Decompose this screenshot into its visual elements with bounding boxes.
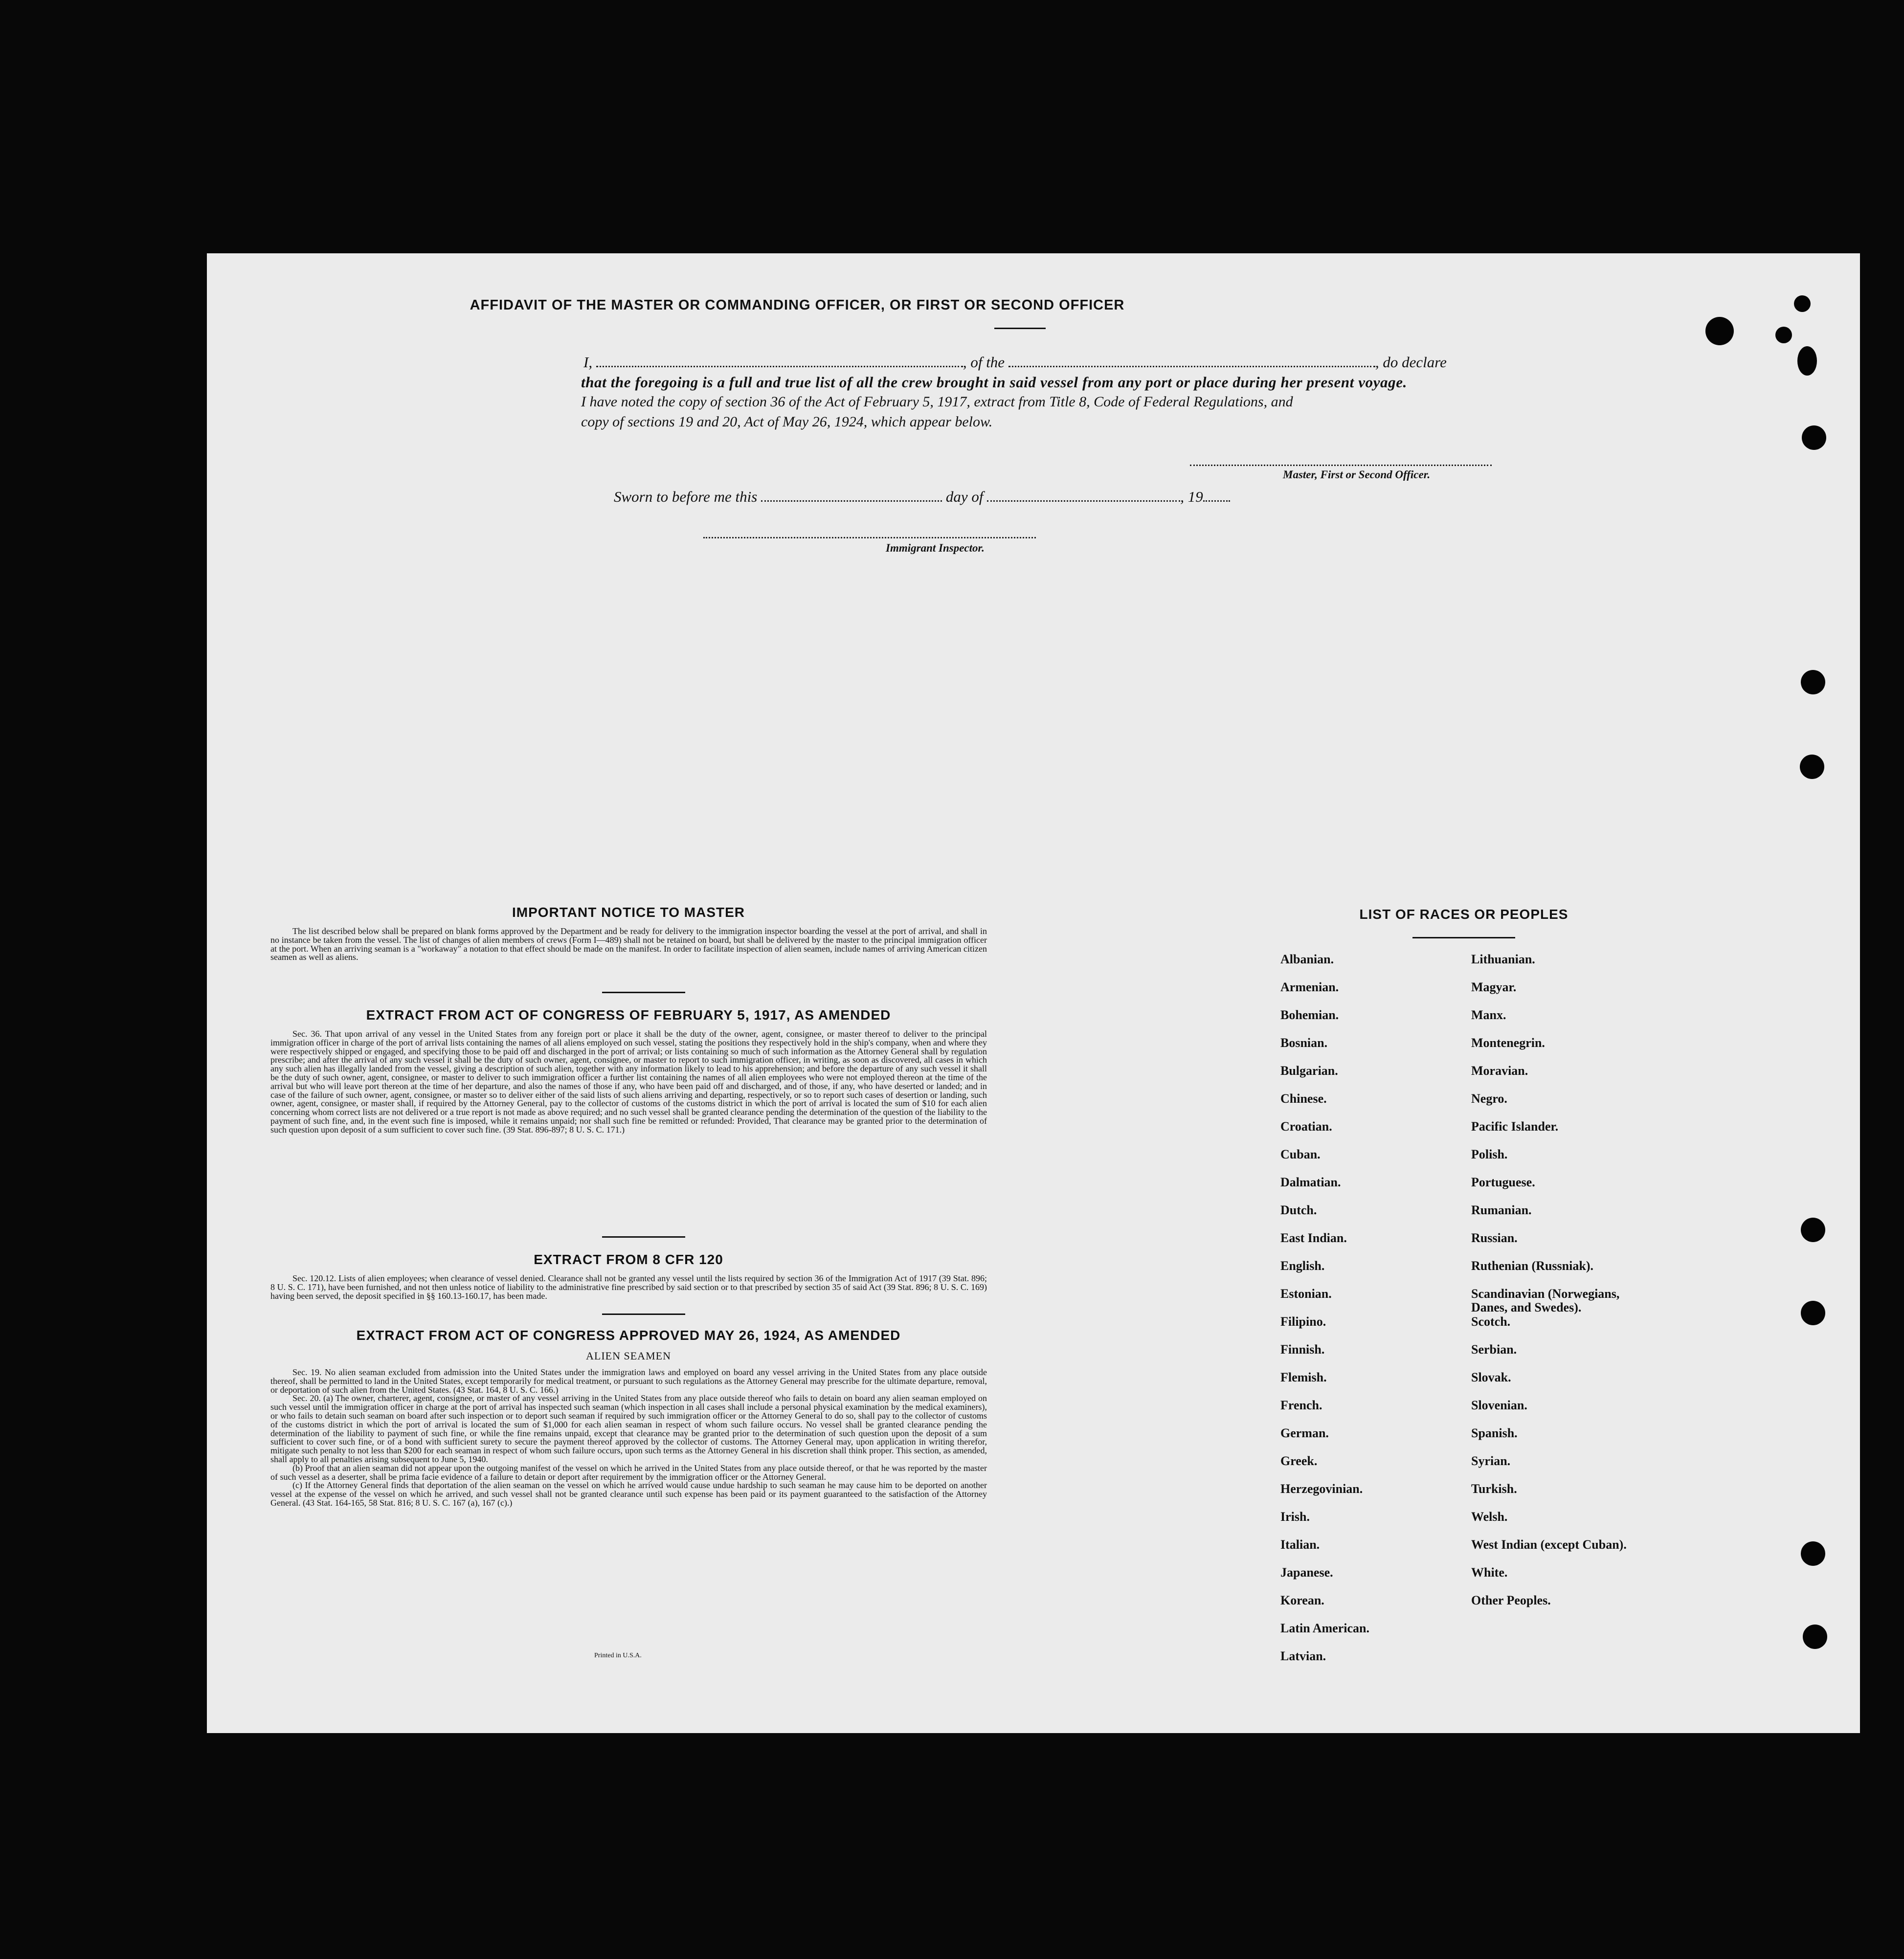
- master-caption: Master, First or Second Officer.: [1283, 468, 1431, 481]
- race-item: Cuban.: [1280, 1147, 1321, 1161]
- race-item: Korean.: [1280, 1593, 1324, 1607]
- cfr-text: Sec. 120.12. Lists of alien employees; when clearance of vessel denied. Clearance shall not be granted any vessel until the lists required by section 36 of the Immigration Act of 1917 (39 Stat. 896; 8 U. S. C. 171), have been furnished, and not then unless notice of liability to the administrative fine prescribed by said section or to that prescribed by section 35 of said Act (39 Stat. 896; 8 U. S. C. 169) having been served, the deposit specified in §§ 160.13-160.17, has been made.: [270, 1273, 987, 1301]
- race-item: East Indian.: [1280, 1231, 1347, 1245]
- punch-hole: [1797, 346, 1817, 376]
- declaration-line-2: that the foregoing is a full and true list of all the crew brought in said vessel from any port or place during her present voyage.: [581, 374, 1407, 391]
- punch-hole: [1801, 1218, 1825, 1242]
- punch-hole: [1803, 1625, 1827, 1649]
- punch-hole: [1801, 1301, 1825, 1325]
- race-item: Other Peoples.: [1471, 1593, 1551, 1607]
- sworn-line: Sworn to before me this day of , 19: [614, 488, 1230, 506]
- race-item: English.: [1280, 1259, 1325, 1273]
- race-item: Polish.: [1471, 1147, 1508, 1161]
- race-item: French.: [1280, 1398, 1322, 1412]
- divider-2: [602, 1236, 685, 1238]
- race-item: Greek.: [1280, 1454, 1318, 1468]
- race-item: Albanian.: [1280, 952, 1334, 966]
- race-item: Serbian.: [1471, 1342, 1517, 1357]
- race-item: Moravian.: [1471, 1064, 1528, 1078]
- race-item: Welsh.: [1471, 1510, 1508, 1524]
- race-item: Slovenian.: [1471, 1398, 1527, 1412]
- race-item: Dalmatian.: [1280, 1175, 1341, 1189]
- race-item: Spanish.: [1471, 1426, 1518, 1440]
- race-item: Dutch.: [1280, 1203, 1317, 1217]
- alien-seamen-subtitle: ALIEN SEAMEN: [586, 1350, 671, 1362]
- race-item: Japanese.: [1280, 1565, 1333, 1580]
- punch-hole: [1802, 425, 1826, 450]
- race-item: Montenegrin.: [1471, 1036, 1545, 1050]
- notice-title: IMPORTANT NOTICE TO MASTER: [512, 905, 745, 920]
- race-item: Bulgarian.: [1280, 1064, 1338, 1078]
- race-item: Herzegovinian.: [1280, 1482, 1363, 1496]
- extract-1924-title: EXTRACT FROM ACT OF CONGRESS APPROVED MAY 26, 1924, AS AMENDED: [356, 1328, 901, 1343]
- race-item: Estonian.: [1280, 1287, 1332, 1301]
- race-item: Ruthenian (Russniak).: [1471, 1259, 1593, 1273]
- inspector-signature-line[interactable]: [703, 537, 1036, 538]
- declaration-line-4: copy of sections 19 and 20, Act of May 26, 1924, which appear below.: [581, 414, 993, 430]
- race-item: Russian.: [1471, 1231, 1518, 1245]
- race-item: German.: [1280, 1426, 1329, 1440]
- punch-hole: [1800, 755, 1824, 779]
- affidavit-title: AFFIDAVIT OF THE MASTER OR COMMANDING OFFICER, OR FIRST OR SECOND OFFICER: [470, 297, 1125, 313]
- extract-1917-text: Sec. 36. That upon arrival of any vessel in the United States from any foreign port or place it shall be the duty of the owner, agent, consignee, or master thereof to deliver to the principal immigration officer in charge of the port of arrival lists containing the names of all aliens employed on such vessel, stating the positions they respectively hold in the ship's company, when and where they were respectively shipped or engaged, and specifying those to be paid off and discharged in the port of arrival; or lists containing so much of such information as the Attorney General shall by regulation prescribe; and after the arrival of any such vessel it shall be the duty of such owner, agent, consignee, or master to report to such immigration officer, in writing, as soon as discovered, all cases in which any such alien has illegally landed from the vessel, giving a description of such alien, together with any information likely to lead to his apprehension; and before the departure of any such vessel it shall be the duty of such owner, agent, consignee, or master to deliver to such immigration officer a further list containing the names of all alien employees who were not employed thereon at the time of the arrival but who will leave port thereon at the time of her departure, and also the names of those if any, who have been paid off and discharged, and of those, if any, who have deserted or landed; and in case of the failure of such owner, agent, consignee, or master so to deliver either of the said lists of such aliens arriving and departing, respectively, or so to report such cases of desertion or landing, such owner, agent, consignee, or master shall, if required by the Attorney General, pay to the collector of customs of the customs district in which the port of arrival is located the sum of $10 for each alien concerning whom correct lists are not delivered or a true report is not made as above required; and no such vessel shall be granted clearance pending the determination of the question of the liability to the payment of such fine, and, in the event such fine is imposed, while it remains unpaid; nor shall such fine be remitted or refunded: Provided, That clearance may be granted prior to the determination of such question upon deposit of a sum sufficient to cover such fine. (39 Stat. 896-897; 8 U. S. C. 171.): [270, 1029, 987, 1135]
- race-item: Armenian.: [1280, 980, 1339, 994]
- race-item: Irish.: [1280, 1510, 1310, 1524]
- name-blank[interactable]: [596, 355, 963, 367]
- race-item: Chinese.: [1280, 1091, 1327, 1106]
- form-page: [207, 253, 1860, 1733]
- race-item: Croatian.: [1280, 1119, 1332, 1134]
- race-item: Negro.: [1471, 1091, 1507, 1106]
- inspector-caption: Immigrant Inspector.: [886, 542, 985, 554]
- race-item: Pacific Islander.: [1471, 1119, 1559, 1134]
- race-item: Bohemian.: [1280, 1008, 1339, 1022]
- punch-hole: [1794, 295, 1811, 312]
- sworn-year-blank[interactable]: [1203, 490, 1230, 502]
- printed-in-usa: Printed in U.S.A.: [594, 1652, 642, 1659]
- race-item: Latvian.: [1280, 1649, 1326, 1663]
- divider-1: [602, 992, 685, 993]
- master-signature-line[interactable]: [1190, 465, 1492, 466]
- races-rule: [1412, 937, 1515, 938]
- race-item: Bosnian.: [1280, 1036, 1328, 1050]
- race-item: Rumanian.: [1471, 1203, 1532, 1217]
- race-item: Latin American.: [1280, 1621, 1369, 1635]
- section-20b: (b) Proof that an alien seaman did not appear upon the outgoing manifest of the vessel on which he arrived in the United States from any place outside thereof, or that he was reported by the master of such vessel as a deserter, shall be prima facie evidence of a failure to detain or deport after requirement by the immigration officer or the Attorney General.: [270, 1463, 987, 1482]
- notice-text: The list described below shall be prepared on blank forms approved by the Department and be ready for delivery to the immigration inspector boarding the vessel at the port of arrival, and shall in no instance be taken from the vessel. The list of changes of alien members of crews (Form I—489) shall not be retained on board, but shall be delivered by the master to the principal immigration officer at the port. When an arriving seaman is a "workaway" a notation to that effect should be made on the manifest. In order to facilitate inspection of alien seamen, include names of arriving American citizen seamen as well as aliens.: [270, 926, 987, 962]
- sworn-day-blank[interactable]: [761, 490, 942, 502]
- race-item: White.: [1471, 1565, 1508, 1580]
- race-item: Portuguese.: [1471, 1175, 1535, 1189]
- punch-hole: [1705, 317, 1734, 345]
- punch-hole: [1801, 670, 1825, 694]
- punch-hole: [1775, 327, 1792, 343]
- race-item: Finnish.: [1280, 1342, 1325, 1357]
- race-item: Lithuanian.: [1471, 952, 1535, 966]
- extract-1917-title: EXTRACT FROM ACT OF CONGRESS OF FEBRUARY 5, 1917, AS AMENDED: [366, 1007, 891, 1023]
- section-19: Sec. 19. No alien seaman excluded from admission into the United States under the immigration laws and employed on board any vessel arriving in the United States from any place outside thereof, shall be permitted to land in the United States, except temporarily for medical treatment, or pursuant to such regulations as the Attorney General may prescribe for the ultimate departure, removal, or deportation of such alien from the United States. (43 Stat. 164, 8 U. S. C. 166.): [270, 1367, 987, 1395]
- race-item: Turkish.: [1471, 1482, 1517, 1496]
- section-20a: Sec. 20. (a) The owner, charterer, agent, consignee, or master of any vessel arriving in the United States from any place outside thereof who fails to detain on board any alien seaman employed on such vessel until the immigration officer in charge at the port of arrival has inspected such seaman (which inspection in all cases shall include a personal physical examination by the medical examiners), or who fails to detain such seaman on board after such inspection or to deport such seaman if required by such immigration officer or the Attorney General to do so, shall pay to the collector of customs of the customs district in which the port of arrival is located the sum of $1,000 for each alien seaman in respect of whom such failure occurs. No vessel shall be granted clearance pending the determination of the liability to payment of such fine, or while the fine remains unpaid, except that clearance may be granted prior to the determination of such question upon the deposit of a sum sufficient to cover such fine, or of a bond with sufficient surety to secure the payment thereof approved by the collector of customs. The Attorney General may, upon application in writing therefor, mitigate such penalty to not less than $200 for each seaman in respect of whom such failure occurs, upon such terms as the Attorney General in his discretion shall think proper. This section, as amended, shall apply to all penalties arising subsequent to June 5, 1940.: [270, 1393, 987, 1464]
- declaration-line-3: I have noted the copy of section 36 of the Act of February 5, 1917, extract from Title 8, Code of Federal Regulations, and: [581, 394, 1293, 410]
- race-item: Flemish.: [1280, 1370, 1327, 1384]
- cfr-title: EXTRACT FROM 8 CFR 120: [534, 1252, 723, 1267]
- declaration-line-1: I, , of the , do declare: [583, 354, 1447, 371]
- punch-hole: [1801, 1541, 1825, 1566]
- race-item: Filipino.: [1280, 1314, 1326, 1329]
- race-item: Syrian.: [1471, 1454, 1511, 1468]
- vessel-blank[interactable]: [1008, 355, 1375, 367]
- divider-3: [602, 1313, 685, 1315]
- race-item: Magyar.: [1471, 980, 1517, 994]
- race-item: Scotch.: [1471, 1314, 1511, 1329]
- races-title: LIST OF RACES OR PEOPLES: [1359, 907, 1568, 922]
- extract-1924-text: [270, 1368, 987, 1603]
- sworn-month-blank[interactable]: [987, 490, 1180, 502]
- race-item: Italian.: [1280, 1537, 1320, 1552]
- section-20c: (c) If the Attorney General finds that deportation of the alien seaman on the vessel on which he arrived would cause undue hardship to such seaman he may cause him to be deported on another vessel at the expense of the vessel on which he arrived, and such vessel shall not be granted clearance until such expense has been paid or its payment guaranteed to the satisfaction of the Attorney General. (43 Stat. 164-165, 58 Stat. 816; 8 U. S. C. 167 (a), 167 (c).): [270, 1480, 987, 1508]
- race-item: West Indian (except Cuban).: [1471, 1537, 1627, 1552]
- race-item: Manx.: [1471, 1008, 1506, 1022]
- race-item: Slovak.: [1471, 1370, 1511, 1384]
- race-item: Scandinavian (Norwegians, Danes, and Swedes).: [1471, 1287, 1620, 1314]
- title-rule: [994, 328, 1046, 329]
